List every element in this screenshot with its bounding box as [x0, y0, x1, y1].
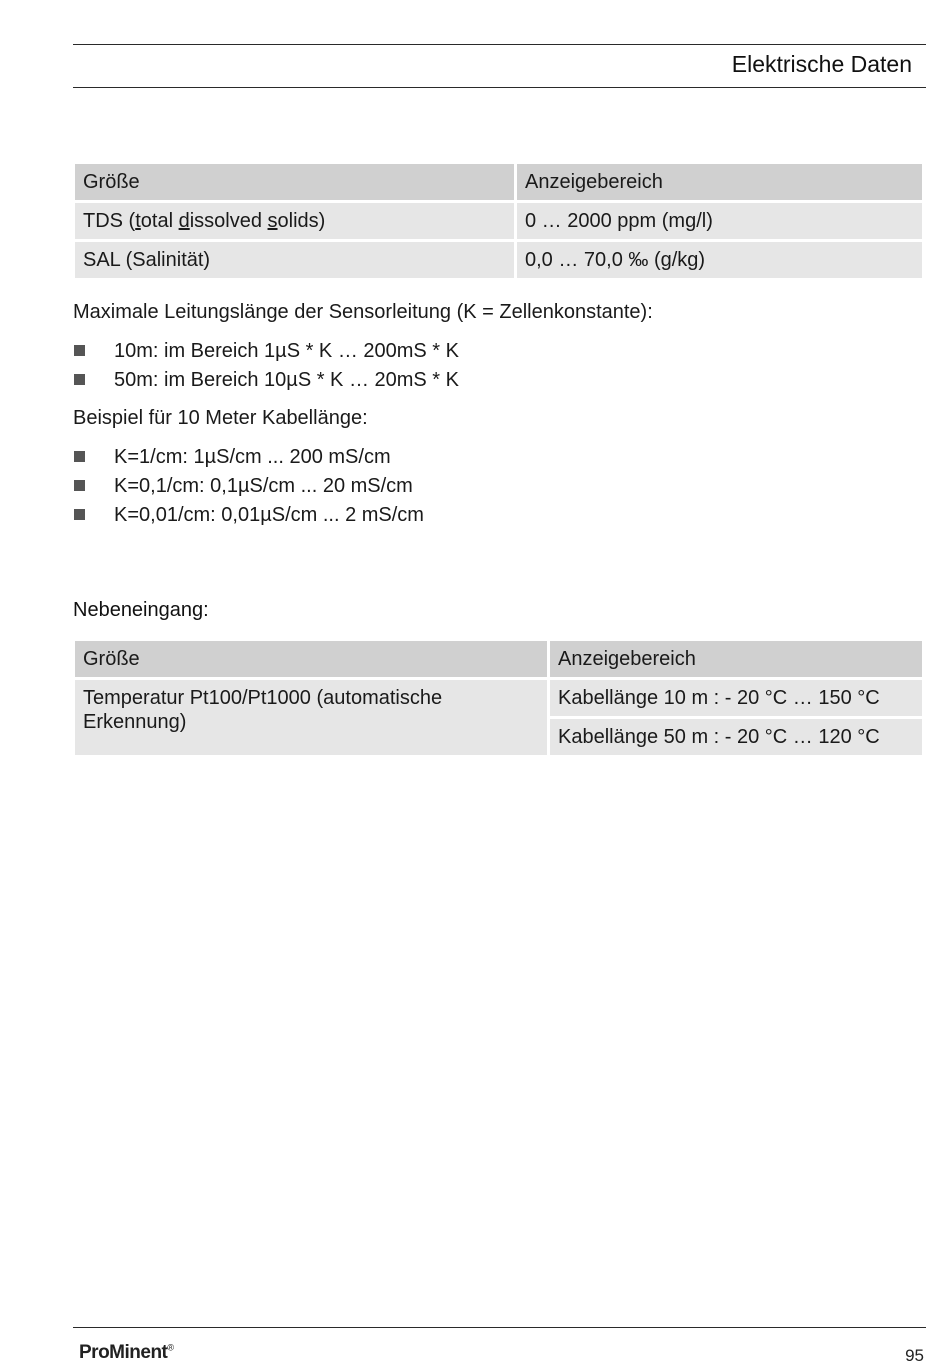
- cell-range-10m: Kabellänge 10 m : - 20 °C … 150 °C: [550, 680, 922, 716]
- secondary-input-table: [72, 638, 925, 758]
- page-title: Elektrische Daten: [731, 51, 912, 77]
- secondary-input-heading: Nebeneingang:: [73, 599, 209, 621]
- header-rule: [73, 87, 926, 88]
- bullet-square-icon: [74, 374, 85, 385]
- bullet-square-icon: [74, 509, 85, 520]
- header-cell-range: Anzeigebereich: [517, 164, 922, 200]
- cell-sal-range: 0,0 … 70,0 ‰ (g/kg): [517, 242, 922, 278]
- bullet-square-icon: [74, 480, 85, 491]
- table-header-row: [75, 641, 922, 677]
- cell-range-50m: Kabellänge 50 m : - 20 °C … 120 °C: [550, 719, 922, 755]
- table-header-row: [75, 164, 922, 200]
- footer-rule: [73, 1327, 926, 1328]
- cell-tds-label: TDS (total dissolved solids): [75, 203, 514, 239]
- example-intro: Beispiel für 10 Meter Kabellänge:: [73, 407, 368, 429]
- table-row: [75, 680, 922, 716]
- header-cell-range: Anzeigebereich: [550, 641, 922, 677]
- cell-temperature-label: Temperatur Pt100/Pt1000 (automatische Erkennung): [75, 680, 547, 755]
- top-rule: [73, 44, 926, 45]
- table-row: [75, 242, 922, 278]
- bullet-square-icon: [74, 345, 85, 356]
- header-cell-size: Größe: [75, 641, 547, 677]
- table-row: [75, 203, 922, 239]
- cell-sal-label: SAL (Salinität): [75, 242, 514, 278]
- bullet-square-icon: [74, 451, 85, 462]
- header-cell-size: Größe: [75, 164, 514, 200]
- cell-tds-range: 0 … 2000 ppm (mg/l): [517, 203, 922, 239]
- cable-length-intro: Maximale Leitungslänge der Sensorleitung (K = Zellenkonstante):: [73, 301, 653, 323]
- display-range-table: [72, 161, 925, 281]
- prominent-logo: ProMinent®: [79, 1342, 174, 1363]
- page-number: 95: [905, 1346, 924, 1365]
